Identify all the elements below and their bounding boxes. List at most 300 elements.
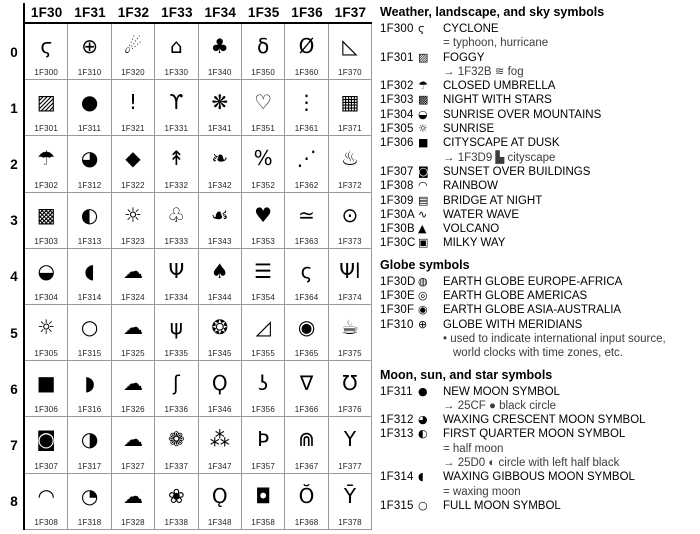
codepoint-label: 1F345 bbox=[207, 349, 232, 359]
cell-1F371 bbox=[329, 80, 372, 136]
entry-note: = half moon bbox=[443, 442, 504, 455]
codepoint-label: 1F371 bbox=[338, 124, 362, 134]
codepoint-label: 1F348 bbox=[207, 517, 232, 527]
milky-way-icon: ▣ bbox=[418, 236, 429, 250]
chart-header-row bbox=[5, 3, 372, 24]
pot-of-food-icon: ♨ bbox=[340, 146, 359, 171]
entry-note: → 1F32B ≋ fog bbox=[443, 65, 524, 78]
entry-name: MILKY WAY bbox=[443, 237, 506, 250]
entry-code: 1F315 bbox=[380, 499, 414, 512]
closed-umbrella-icon: ☂ bbox=[37, 146, 56, 171]
fried-shrimp-icon: ς bbox=[300, 258, 313, 283]
codepoint-label: 1F310 bbox=[77, 68, 102, 78]
rainbow-icon: ◠ bbox=[37, 483, 55, 508]
evergreen-tree-icon: ↟ bbox=[167, 146, 185, 171]
aubergine-icon: Ϙ bbox=[211, 371, 228, 396]
entry-name: CITYSCAPE AT DUSK bbox=[443, 137, 560, 150]
codepoint-label: 1F364 bbox=[294, 292, 319, 302]
section-title: Globe symbols bbox=[380, 257, 470, 272]
entry-name: SUNRISE OVER MOUNTAINS bbox=[443, 108, 602, 121]
entry-1F300 bbox=[380, 22, 696, 36]
cell-1F355 bbox=[242, 305, 285, 361]
cell-1F331 bbox=[155, 80, 198, 136]
entry-1F307 bbox=[380, 165, 696, 179]
waxing-crescent-moon-icon: ◕ bbox=[80, 146, 99, 171]
black-droplet-icon: ◆ bbox=[125, 146, 141, 171]
entry-note: = waxing moon bbox=[443, 485, 521, 498]
cooking-icon: ⊙ bbox=[341, 202, 359, 227]
codepoint-label: 1F353 bbox=[251, 236, 275, 246]
codepoint-label: 1F370 bbox=[338, 68, 362, 78]
ice-cream-icon: Ŏ bbox=[298, 483, 315, 508]
sunset-over-buildings-icon: ◙ bbox=[418, 164, 429, 178]
leaf-fluttering-in-wind-icon: ☙ bbox=[210, 202, 229, 227]
hot-pepper-icon: ʃ bbox=[173, 371, 180, 396]
mushroom-icon: ♠ bbox=[210, 258, 229, 283]
sunset-over-buildings-icon: ◙ bbox=[36, 427, 56, 452]
codepoint-label: 1F354 bbox=[251, 292, 275, 302]
cell-1F310 bbox=[68, 24, 111, 80]
dango-icon: ⋮ bbox=[296, 90, 317, 115]
codepoint-label: 1F337 bbox=[164, 461, 189, 471]
chestnut-icon: ⌂ bbox=[170, 34, 183, 59]
cell-1F370 bbox=[329, 24, 372, 80]
entry-name: WATER WAVE bbox=[443, 208, 520, 221]
waning-gibbous-moon-icon: ◗ bbox=[84, 371, 95, 396]
codepoint-label: 1F322 bbox=[121, 180, 145, 190]
cell-1F330 bbox=[155, 24, 198, 80]
entry-name: EARTH GLOBE ASIA-AUSTRALIA bbox=[443, 304, 622, 317]
waxing-crescent-moon-icon: ◕ bbox=[418, 413, 428, 427]
codepoint-label: 1F352 bbox=[251, 180, 275, 190]
sun-behind-large-cloud-icon: ☁ bbox=[122, 315, 143, 340]
entry-code: 1F30A bbox=[380, 208, 415, 221]
cell-1F316 bbox=[68, 361, 111, 417]
cocktail-glass-icon: Ȳ bbox=[343, 483, 357, 508]
column-header-1F33: 1F33 bbox=[161, 5, 193, 20]
codepoint-label: 1F374 bbox=[338, 292, 362, 302]
codepoint-label: 1F300 bbox=[34, 68, 59, 78]
melon-icon: Ǫ bbox=[211, 483, 228, 508]
chart-body bbox=[5, 24, 372, 530]
new-moon-icon: ● bbox=[80, 90, 99, 115]
codepoint-label: 1F368 bbox=[294, 517, 319, 527]
entry-note: → 25D0 ◐ circle with left half black bbox=[443, 457, 620, 470]
cell-1F377 bbox=[329, 417, 372, 473]
shooting-star-icon: ☄ bbox=[124, 34, 142, 59]
codepoint-label: 1F361 bbox=[294, 124, 319, 134]
cell-1F334 bbox=[155, 249, 198, 305]
cell-1F328 bbox=[112, 474, 155, 530]
entry-code: 1F310 bbox=[380, 318, 414, 331]
waxing-gibbous-moon-icon: ◖ bbox=[418, 470, 424, 484]
chart-row-cells bbox=[23, 417, 372, 473]
cell-1F322 bbox=[112, 136, 155, 192]
wine-glass-icon: Y bbox=[343, 427, 357, 452]
tomato-icon: ❂ bbox=[211, 315, 229, 340]
codepoint-label: 1F356 bbox=[251, 405, 275, 415]
cell-1F317 bbox=[68, 417, 111, 473]
cityscape-at-dusk-icon: ■ bbox=[36, 371, 56, 396]
cell-1F340 bbox=[199, 24, 242, 80]
rice-cracker-icon: ◘ bbox=[255, 483, 272, 508]
cell-1F336 bbox=[155, 361, 198, 417]
fish-cake-with-swirl-icon: ◉ bbox=[297, 315, 316, 340]
codepoint-label: 1F373 bbox=[338, 236, 362, 246]
codepoint-label: 1F357 bbox=[251, 461, 275, 471]
earth-globe-asia-australia-icon: ◉ bbox=[418, 303, 428, 317]
water-wave-icon: ∿ bbox=[418, 207, 428, 221]
cell-1F333 bbox=[155, 193, 198, 249]
entry-name: FOGGY bbox=[443, 51, 485, 64]
entry-code: 1F307 bbox=[380, 165, 414, 178]
sunrise-over-mountains-icon: ◒ bbox=[418, 107, 428, 121]
row-header-3: 3 bbox=[10, 213, 18, 229]
cyclone-icon: ϛ bbox=[418, 22, 425, 35]
chart-column-headers bbox=[23, 3, 372, 24]
waning-crescent-moon-icon: ◔ bbox=[80, 483, 99, 508]
names-list bbox=[380, 2, 696, 513]
row-header-8: 8 bbox=[10, 494, 18, 510]
waxing-gibbous-moon-icon: ◖ bbox=[84, 258, 95, 283]
codepoint-label: 1F342 bbox=[207, 180, 232, 190]
entry-note: = typhoon, hurricane bbox=[443, 37, 549, 50]
codepoint-label: 1F301 bbox=[34, 124, 59, 134]
cell-1F348 bbox=[199, 474, 242, 530]
entry-1F310 bbox=[380, 318, 696, 332]
codepoint-label: 1F324 bbox=[121, 292, 145, 302]
codepoint-label: 1F336 bbox=[164, 405, 189, 415]
cherry-blossom-icon: ❀ bbox=[167, 483, 185, 508]
cloud-with-snow-icon: ☁ bbox=[122, 483, 143, 508]
codepoint-label: 1F351 bbox=[251, 124, 275, 134]
entry-name: WAXING GIBBOUS MOON SYMBOL bbox=[443, 471, 635, 484]
codepoint-label: 1F343 bbox=[207, 236, 232, 246]
cell-1F327 bbox=[112, 417, 155, 473]
pear-icon: δ bbox=[257, 34, 270, 59]
codepoint-label: 1F372 bbox=[338, 180, 362, 190]
codepoint-label: 1F316 bbox=[77, 405, 102, 415]
cell-1F356 bbox=[242, 361, 285, 417]
codepoint-label: 1F367 bbox=[294, 461, 319, 471]
codepoint-label: 1F344 bbox=[207, 292, 232, 302]
cell-1F306 bbox=[25, 361, 68, 417]
codepoint-label: 1F314 bbox=[77, 292, 102, 302]
codepoint-label: 1F302 bbox=[34, 180, 59, 190]
chart-row-cells bbox=[23, 474, 372, 530]
column-header-1F32: 1F32 bbox=[117, 5, 150, 20]
soft-ice-cream-icon: ∇ bbox=[299, 371, 314, 396]
entry-1F309 bbox=[380, 194, 696, 208]
teacup-without-handle-icon: ☕ bbox=[340, 315, 359, 340]
cell-1F361 bbox=[285, 80, 328, 136]
white-sun-icon: ☼ bbox=[124, 202, 142, 227]
codepoint-label: 1F308 bbox=[34, 517, 59, 527]
full-moon-icon: ○ bbox=[418, 498, 428, 512]
cell-1F346 bbox=[199, 361, 242, 417]
globe-with-meridians-icon: ⊕ bbox=[418, 317, 428, 331]
cell-1F304 bbox=[25, 249, 68, 305]
entry-name: NEW MOON SYMBOL bbox=[443, 385, 560, 398]
entry-1F311 bbox=[380, 385, 696, 399]
sake-bottle-and-cup-icon: Ʊ bbox=[342, 371, 358, 396]
cell-1F378 bbox=[329, 474, 372, 530]
full-moon-icon: ○ bbox=[80, 315, 99, 340]
cell-1F353 bbox=[242, 193, 285, 249]
chart-row-cells bbox=[23, 249, 372, 305]
chart-row-cells bbox=[23, 305, 372, 361]
column-header-1F34: 1F34 bbox=[204, 5, 237, 20]
sun-behind-small-cloud-icon: ☁ bbox=[122, 258, 143, 283]
codepoint-label: 1F307 bbox=[34, 461, 59, 471]
cell-1F301 bbox=[25, 80, 68, 136]
cell-1F364 bbox=[285, 249, 328, 305]
codepoint-label: 1F323 bbox=[121, 236, 145, 246]
entry-name: SUNSET OVER BUILDINGS bbox=[443, 165, 591, 178]
seedling-icon: ϒ bbox=[169, 90, 184, 115]
chart-row-cells bbox=[23, 80, 372, 136]
shaved-ice-icon: ⋒ bbox=[298, 427, 315, 452]
codepoint-label: 1F340 bbox=[207, 68, 232, 78]
codepoint-label: 1F328 bbox=[121, 517, 145, 527]
entry-1F30C bbox=[380, 236, 696, 250]
codepoint-label: 1F327 bbox=[121, 461, 145, 471]
codepoint-label: 1F312 bbox=[77, 180, 102, 190]
chart-corner-spacer bbox=[5, 3, 23, 24]
cell-1F313 bbox=[68, 193, 111, 249]
row-header-0: 0 bbox=[10, 44, 18, 60]
codepoint-label: 1F360 bbox=[294, 68, 319, 78]
entry-note: • used to indicate international input source, world clocks with time zones, etc. bbox=[443, 332, 666, 360]
codepoint-label: 1F346 bbox=[207, 405, 232, 415]
codepoint-label: 1F333 bbox=[164, 236, 189, 246]
column-header-1F35: 1F35 bbox=[247, 5, 280, 20]
earth-globe-americas-icon: ◎ bbox=[418, 289, 428, 303]
maple-leaf-icon: ❋ bbox=[211, 90, 229, 115]
chart-row-3 bbox=[5, 193, 372, 249]
column-header-1F36: 1F36 bbox=[291, 5, 323, 20]
codepoint-label: 1F362 bbox=[294, 180, 319, 190]
hamburger-icon: ☰ bbox=[254, 258, 273, 283]
cell-1F347 bbox=[199, 417, 242, 473]
sunrise-icon: ☼ bbox=[418, 122, 428, 136]
night-with-stars-icon: ▩ bbox=[36, 202, 56, 227]
entry-note: → 1F3D9 ▙ cityscape bbox=[443, 151, 556, 164]
entry-1F30D bbox=[380, 275, 696, 289]
entry-1F304 bbox=[380, 108, 696, 122]
codepoint-label: 1F332 bbox=[164, 180, 189, 190]
entry-name: BRIDGE AT NIGHT bbox=[443, 194, 543, 207]
entry-1F30F bbox=[380, 303, 696, 317]
bento-box-icon: ▦ bbox=[340, 90, 360, 115]
foggy-icon: ▨ bbox=[418, 50, 429, 64]
entry-1F301 bbox=[380, 51, 696, 65]
cell-1F363 bbox=[285, 193, 328, 249]
deciduous-tree-icon: ♧ bbox=[167, 202, 186, 227]
section-title: Weather, landscape, and sky symbols bbox=[380, 5, 605, 19]
entry-code: 1F30E bbox=[380, 290, 415, 303]
entry-1F315 bbox=[380, 499, 696, 513]
cell-1F365 bbox=[285, 305, 328, 361]
rainbow-icon: ◠ bbox=[418, 179, 428, 193]
entry-name: SUNRISE bbox=[443, 123, 495, 136]
codepoint-label: 1F365 bbox=[294, 349, 319, 359]
cactus-icon: ψ bbox=[169, 315, 183, 340]
strawberry-icon: ♥ bbox=[254, 202, 273, 227]
cell-1F368 bbox=[285, 474, 328, 530]
cell-1F342 bbox=[199, 136, 242, 192]
cell-1F323 bbox=[112, 193, 155, 249]
code-chart-table bbox=[5, 3, 372, 530]
thermometer-icon: ! bbox=[128, 90, 137, 115]
entry-name: RAINBOW bbox=[443, 180, 498, 193]
cell-1F354 bbox=[242, 249, 285, 305]
section-title: Moon, sun, and star symbols bbox=[380, 367, 553, 382]
entry-name: FULL MOON SYMBOL bbox=[443, 499, 561, 512]
codepoint-label: 1F347 bbox=[207, 461, 232, 471]
cell-1F307 bbox=[25, 417, 68, 473]
chart-row-8 bbox=[5, 474, 372, 530]
entry-code: 1F309 bbox=[380, 194, 414, 207]
cell-1F338 bbox=[155, 474, 198, 530]
bridge-at-night-icon: ▤ bbox=[418, 193, 429, 207]
codepoint-label: 1F320 bbox=[121, 68, 145, 78]
chart-row-cells bbox=[23, 361, 372, 417]
cell-1F308 bbox=[25, 474, 68, 530]
cell-1F335 bbox=[155, 305, 198, 361]
codepoint-label: 1F325 bbox=[121, 349, 145, 359]
entry-note: → 25CF ● black circle bbox=[443, 399, 557, 412]
codepoint-label: 1F315 bbox=[77, 349, 102, 359]
codepoint-label: 1F321 bbox=[121, 124, 145, 134]
globe-with-meridians-icon: ⊕ bbox=[81, 34, 98, 59]
last-quarter-moon-icon: ◑ bbox=[80, 427, 99, 452]
entry-code: 1F311 bbox=[380, 385, 413, 398]
cell-1F375 bbox=[329, 305, 372, 361]
row-header-1: 1 bbox=[10, 100, 18, 116]
entry-code: 1F305 bbox=[380, 123, 414, 136]
cell-1F357 bbox=[242, 417, 285, 473]
cell-1F345 bbox=[199, 305, 242, 361]
codepoint-label: 1F355 bbox=[251, 349, 275, 359]
row-header-4: 4 bbox=[10, 269, 18, 285]
cell-1F305 bbox=[25, 305, 68, 361]
cell-1F367 bbox=[285, 417, 328, 473]
column-header-1F31: 1F31 bbox=[74, 5, 106, 20]
entry-code: 1F303 bbox=[380, 94, 414, 107]
codepoint-label: 1F304 bbox=[34, 292, 59, 302]
entry-code: 1F306 bbox=[380, 137, 414, 150]
night-with-stars-icon: ▩ bbox=[418, 93, 429, 107]
fork-and-knife-icon: Ψl bbox=[339, 258, 361, 283]
four-leaf-clover-icon: ♣ bbox=[210, 34, 229, 59]
codepoint-label: 1F318 bbox=[77, 517, 102, 527]
codepoint-label: 1F334 bbox=[164, 292, 189, 302]
entry-1F312 bbox=[380, 413, 696, 427]
codepoint-label: 1F335 bbox=[164, 349, 189, 359]
sunrise-over-mountains-icon: ◒ bbox=[37, 258, 55, 283]
entry-name: EARTH GLOBE AMERICAS bbox=[443, 290, 588, 303]
cell-1F366 bbox=[285, 361, 328, 417]
cell-1F360 bbox=[285, 24, 328, 80]
entry-1F30B bbox=[380, 222, 696, 236]
cell-1F321 bbox=[112, 80, 155, 136]
entry-code: 1F314 bbox=[380, 471, 414, 484]
earth-globe-europe-africa-icon: ◍ bbox=[418, 274, 428, 288]
row-header-6: 6 bbox=[10, 381, 18, 397]
codepoint-label: 1F326 bbox=[121, 405, 145, 415]
codepoint-label: 1F377 bbox=[338, 461, 362, 471]
entry-name: EARTH GLOBE EUROPE-AFRICA bbox=[443, 275, 623, 288]
entry-1F305 bbox=[380, 122, 696, 136]
palm-tree-icon: Ψ bbox=[168, 258, 185, 283]
cell-1F376 bbox=[329, 361, 372, 417]
cell-1F324 bbox=[112, 249, 155, 305]
sushi-icon: ≃ bbox=[298, 202, 315, 227]
entry-1F306 bbox=[380, 136, 696, 150]
codepoint-label: 1F358 bbox=[251, 517, 275, 527]
cell-1F325 bbox=[112, 305, 155, 361]
entry-name: WAXING CRESCENT MOON SYMBOL bbox=[443, 414, 646, 427]
cell-1F300 bbox=[25, 24, 68, 80]
entry-1F30A bbox=[380, 208, 696, 222]
chart-row-1 bbox=[5, 80, 372, 136]
codepoint-label: 1F306 bbox=[34, 405, 59, 415]
cell-1F315 bbox=[68, 305, 111, 361]
new-moon-icon: ● bbox=[418, 384, 428, 398]
cell-1F362 bbox=[285, 136, 328, 192]
entry-1F313 bbox=[380, 427, 696, 441]
entry-1F308 bbox=[380, 179, 696, 193]
grapes-icon: ⁂ bbox=[209, 427, 230, 452]
entry-1F314 bbox=[380, 470, 696, 484]
entry-code: 1F30B bbox=[380, 223, 415, 236]
entry-code: 1F313 bbox=[380, 428, 414, 441]
cell-1F341 bbox=[199, 80, 242, 136]
sun-behind-rain-cloud-icon: ☁ bbox=[122, 371, 143, 396]
cell-1F311 bbox=[68, 80, 111, 136]
first-quarter-moon-icon: ◐ bbox=[80, 202, 99, 227]
codepoint-label: 1F313 bbox=[77, 236, 102, 246]
column-header-1F30: 1F30 bbox=[30, 5, 63, 20]
entry-code: 1F30D bbox=[380, 275, 416, 288]
codepoint-label: 1F331 bbox=[164, 124, 189, 134]
foggy-icon: ▨ bbox=[36, 90, 56, 115]
entry-code: 1F30C bbox=[380, 237, 416, 250]
chart-row-cells bbox=[23, 136, 372, 192]
cell-1F350 bbox=[242, 24, 285, 80]
meat-on-bone-icon: ʖ bbox=[258, 371, 269, 396]
cell-1F351 bbox=[242, 80, 285, 136]
entry-1F302 bbox=[380, 79, 696, 93]
entry-code: 1F304 bbox=[380, 108, 414, 121]
chart-row-6 bbox=[5, 361, 372, 417]
codepoint-label: 1F317 bbox=[77, 461, 102, 471]
shortcake-icon: ◺ bbox=[342, 34, 358, 59]
entry-name: VOLCANO bbox=[443, 223, 500, 236]
codepoint-label: 1F303 bbox=[34, 236, 59, 246]
codepoint-label: 1F363 bbox=[294, 236, 319, 246]
cell-1F332 bbox=[155, 136, 198, 192]
cell-1F302 bbox=[25, 136, 68, 192]
sunrise-icon: ☼ bbox=[37, 315, 56, 340]
codepoint-label: 1F341 bbox=[207, 124, 232, 134]
codepoint-label: 1F350 bbox=[251, 68, 275, 78]
entry-code: 1F308 bbox=[380, 180, 414, 193]
chart-row-0 bbox=[5, 24, 372, 80]
chart-row-7 bbox=[5, 417, 372, 473]
entry-code: 1F301 bbox=[380, 51, 414, 64]
